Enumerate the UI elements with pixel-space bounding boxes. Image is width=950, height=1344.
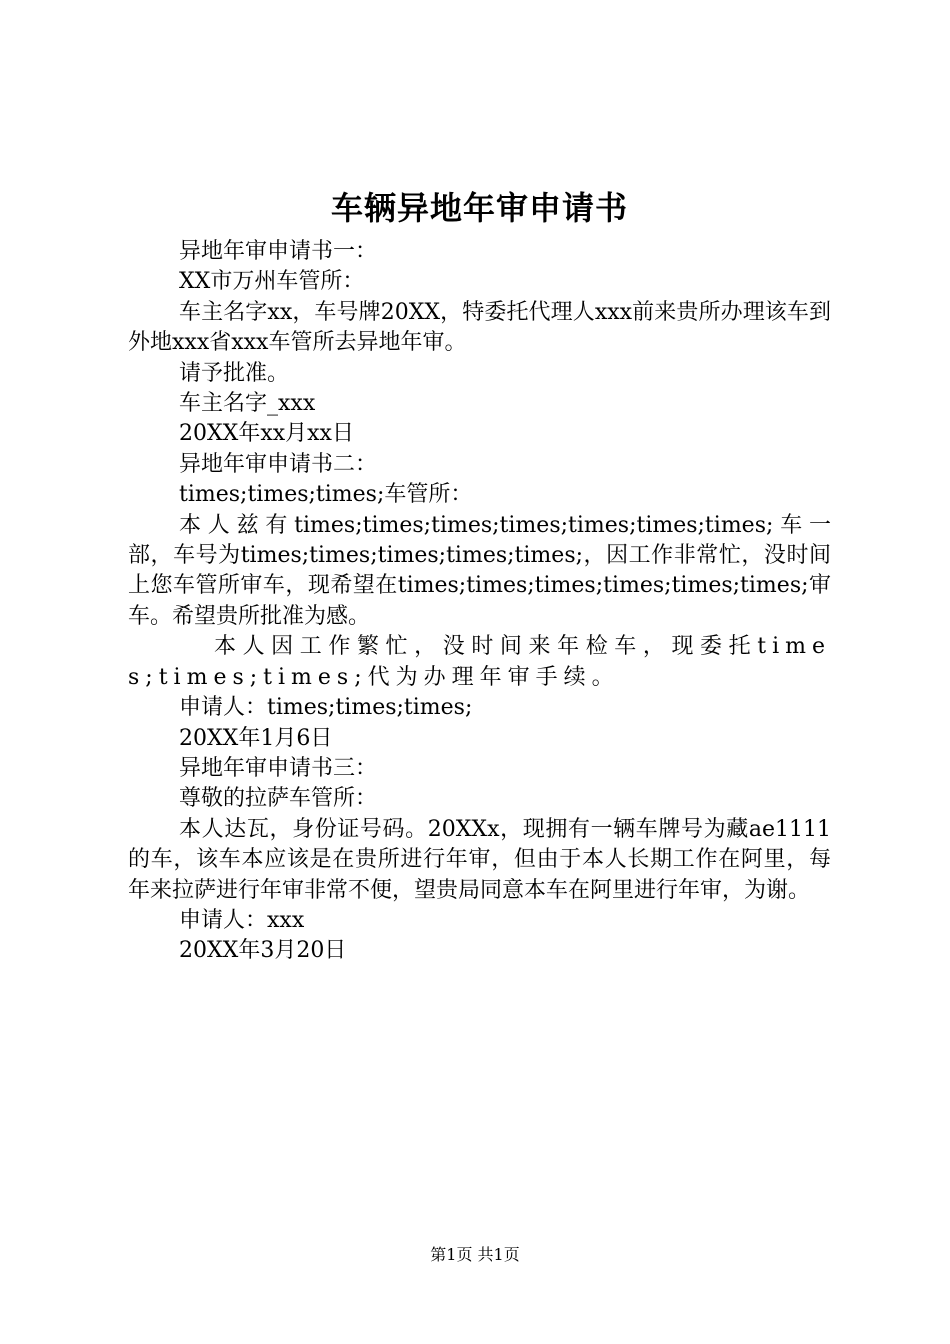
signature-line: 申请人：xxx bbox=[179, 907, 305, 933]
section-heading-3: 异地年审申请书三： bbox=[179, 755, 378, 781]
date-line: 20XX年1月6日 bbox=[179, 725, 333, 751]
date-line: 20XX年xx月xx日 bbox=[179, 421, 354, 447]
document-body bbox=[128, 237, 831, 967]
section-heading-2: 异地年审申请书二： bbox=[179, 451, 378, 477]
page-number-footer: 第1页 共1页 bbox=[430, 1245, 520, 1264]
document-page bbox=[128, 0, 831, 1344]
body-paragraph: 本人因工作繁忙，没时间来年检车，现委托times;times;times;代为办理年审手续。 bbox=[128, 634, 831, 690]
body-paragraph: 本人达瓦，身份证号码。20XXx，现拥有一辆车牌号为藏ae1111的车，该车本应该是在贵所进行年审，但由于本人长期工作在阿里，每年来拉萨进行年审非常不便，望贵局同意本车在阿里进行年审，为谢。 bbox=[128, 816, 831, 903]
addressee: times;times;times;车管所： bbox=[179, 482, 473, 508]
body-paragraph: 本人兹有times;times;times;times;times;times;times;车一部，车号为times;times;times;times;times;，因工作非常忙，没时间上您车管所审车，现希望在times;times;times;times;times;times;审车。希望贵所批准为感。 bbox=[128, 512, 831, 629]
request-line: 请予批准。 bbox=[179, 360, 290, 386]
signature-line: 车主名字_xxx bbox=[179, 391, 316, 417]
body-paragraph: 车主名字xx，车号牌20XX，特委托代理人xxx前来贵所办理该车到外地xxx省xxx车管所去异地年审。 bbox=[128, 299, 831, 356]
date-line: 20XX年3月20日 bbox=[179, 938, 347, 964]
addressee: 尊敬的拉萨车管所： bbox=[179, 786, 378, 812]
document-title: 车辆异地年审申请书 bbox=[330, 189, 628, 227]
section-heading-1: 异地年审申请书一： bbox=[179, 239, 378, 264]
addressee: XX市万州车管所： bbox=[179, 269, 365, 295]
signature-line: 申请人：times;times;times; bbox=[179, 695, 473, 721]
